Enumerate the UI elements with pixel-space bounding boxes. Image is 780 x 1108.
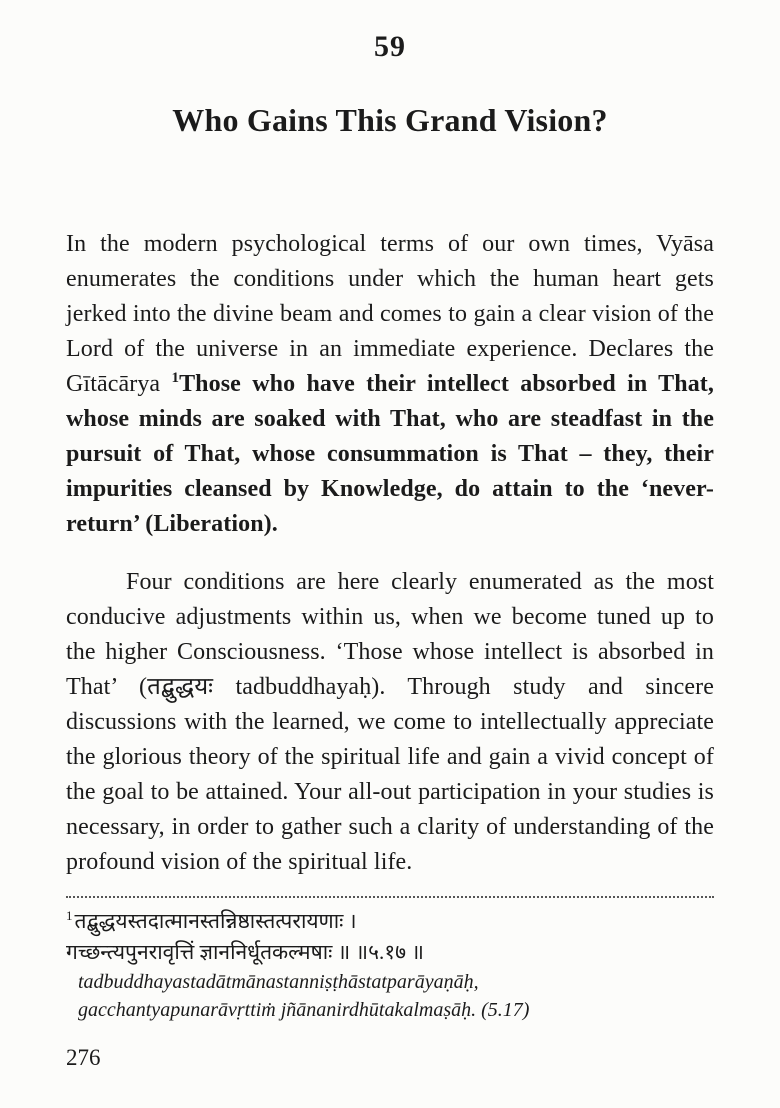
paragraph-2: Four conditions are here clearly enumerated as the most conducive adjustments within us, when we become tuned up to the higher Consciousness. ‘Those whose intellect is absorbed in That’ (तद्बुद्धयः tadbuddhayaḥ). Through study and sincere discussions with the learned, we come to intellectually appreciate the glorious theory of the spiritual life and gain a vivid concept of the goal to be attained. Your all-out participation in your studies is necessary, in order to gather such a clarity of understanding of the profound vision of the spiritual life. — [66, 569, 714, 875]
paragraph-1-text: In the modern psychological terms of our own times, Vyāsa enumerates the conditions under which the human heart gets jerked into the divine beam and comes to gain a clear vision of the Lord of the universe in an immediate experience. Declares the Gītācārya — [66, 231, 714, 397]
footnote-sanskrit-text-1: तद्बुद्धयस्तदात्मानस्तन्निष्ठास्तत्परायणाः । — [74, 909, 357, 933]
page-number: 276 — [66, 1045, 101, 1070]
footnote-divider — [66, 896, 714, 898]
footnote-sanskrit-line-1 — [66, 906, 714, 937]
chapter-number: 59 — [374, 30, 406, 63]
chapter-title: Who Gains This Grand Vision? — [172, 102, 608, 138]
quoted-verse-bold: Those who have their intellect absorbed in That, whose minds are soaked with That, who are steadfast in the pursuit of That, whose consummation is That – they, their impurities cleansed by Knowledge, do attain to the ‘never-return’ (Liberation). — [66, 371, 714, 537]
footnote-transliteration-line-2: gacchantyapunarāvṛttiṁ jñānanirdhūtakalmaṣāḥ. (5.17) — [78, 999, 530, 1021]
footnote-reference: 1 — [171, 370, 180, 386]
footnote-sanskrit-line-2: गच्छन्त्यपुनरावृत्तिं ज्ञाननिर्धूतकल्मषाः ॥ ॥५.१७ ॥ — [66, 940, 424, 964]
footnote-transliteration-line-1: tadbuddhayastadātmānastanniṣṭhāstatparāyaṇāḥ, — [78, 971, 479, 993]
paragraph-1 — [66, 227, 714, 542]
footnote-block — [66, 896, 714, 1024]
footnote-marker: 1 — [66, 908, 73, 923]
